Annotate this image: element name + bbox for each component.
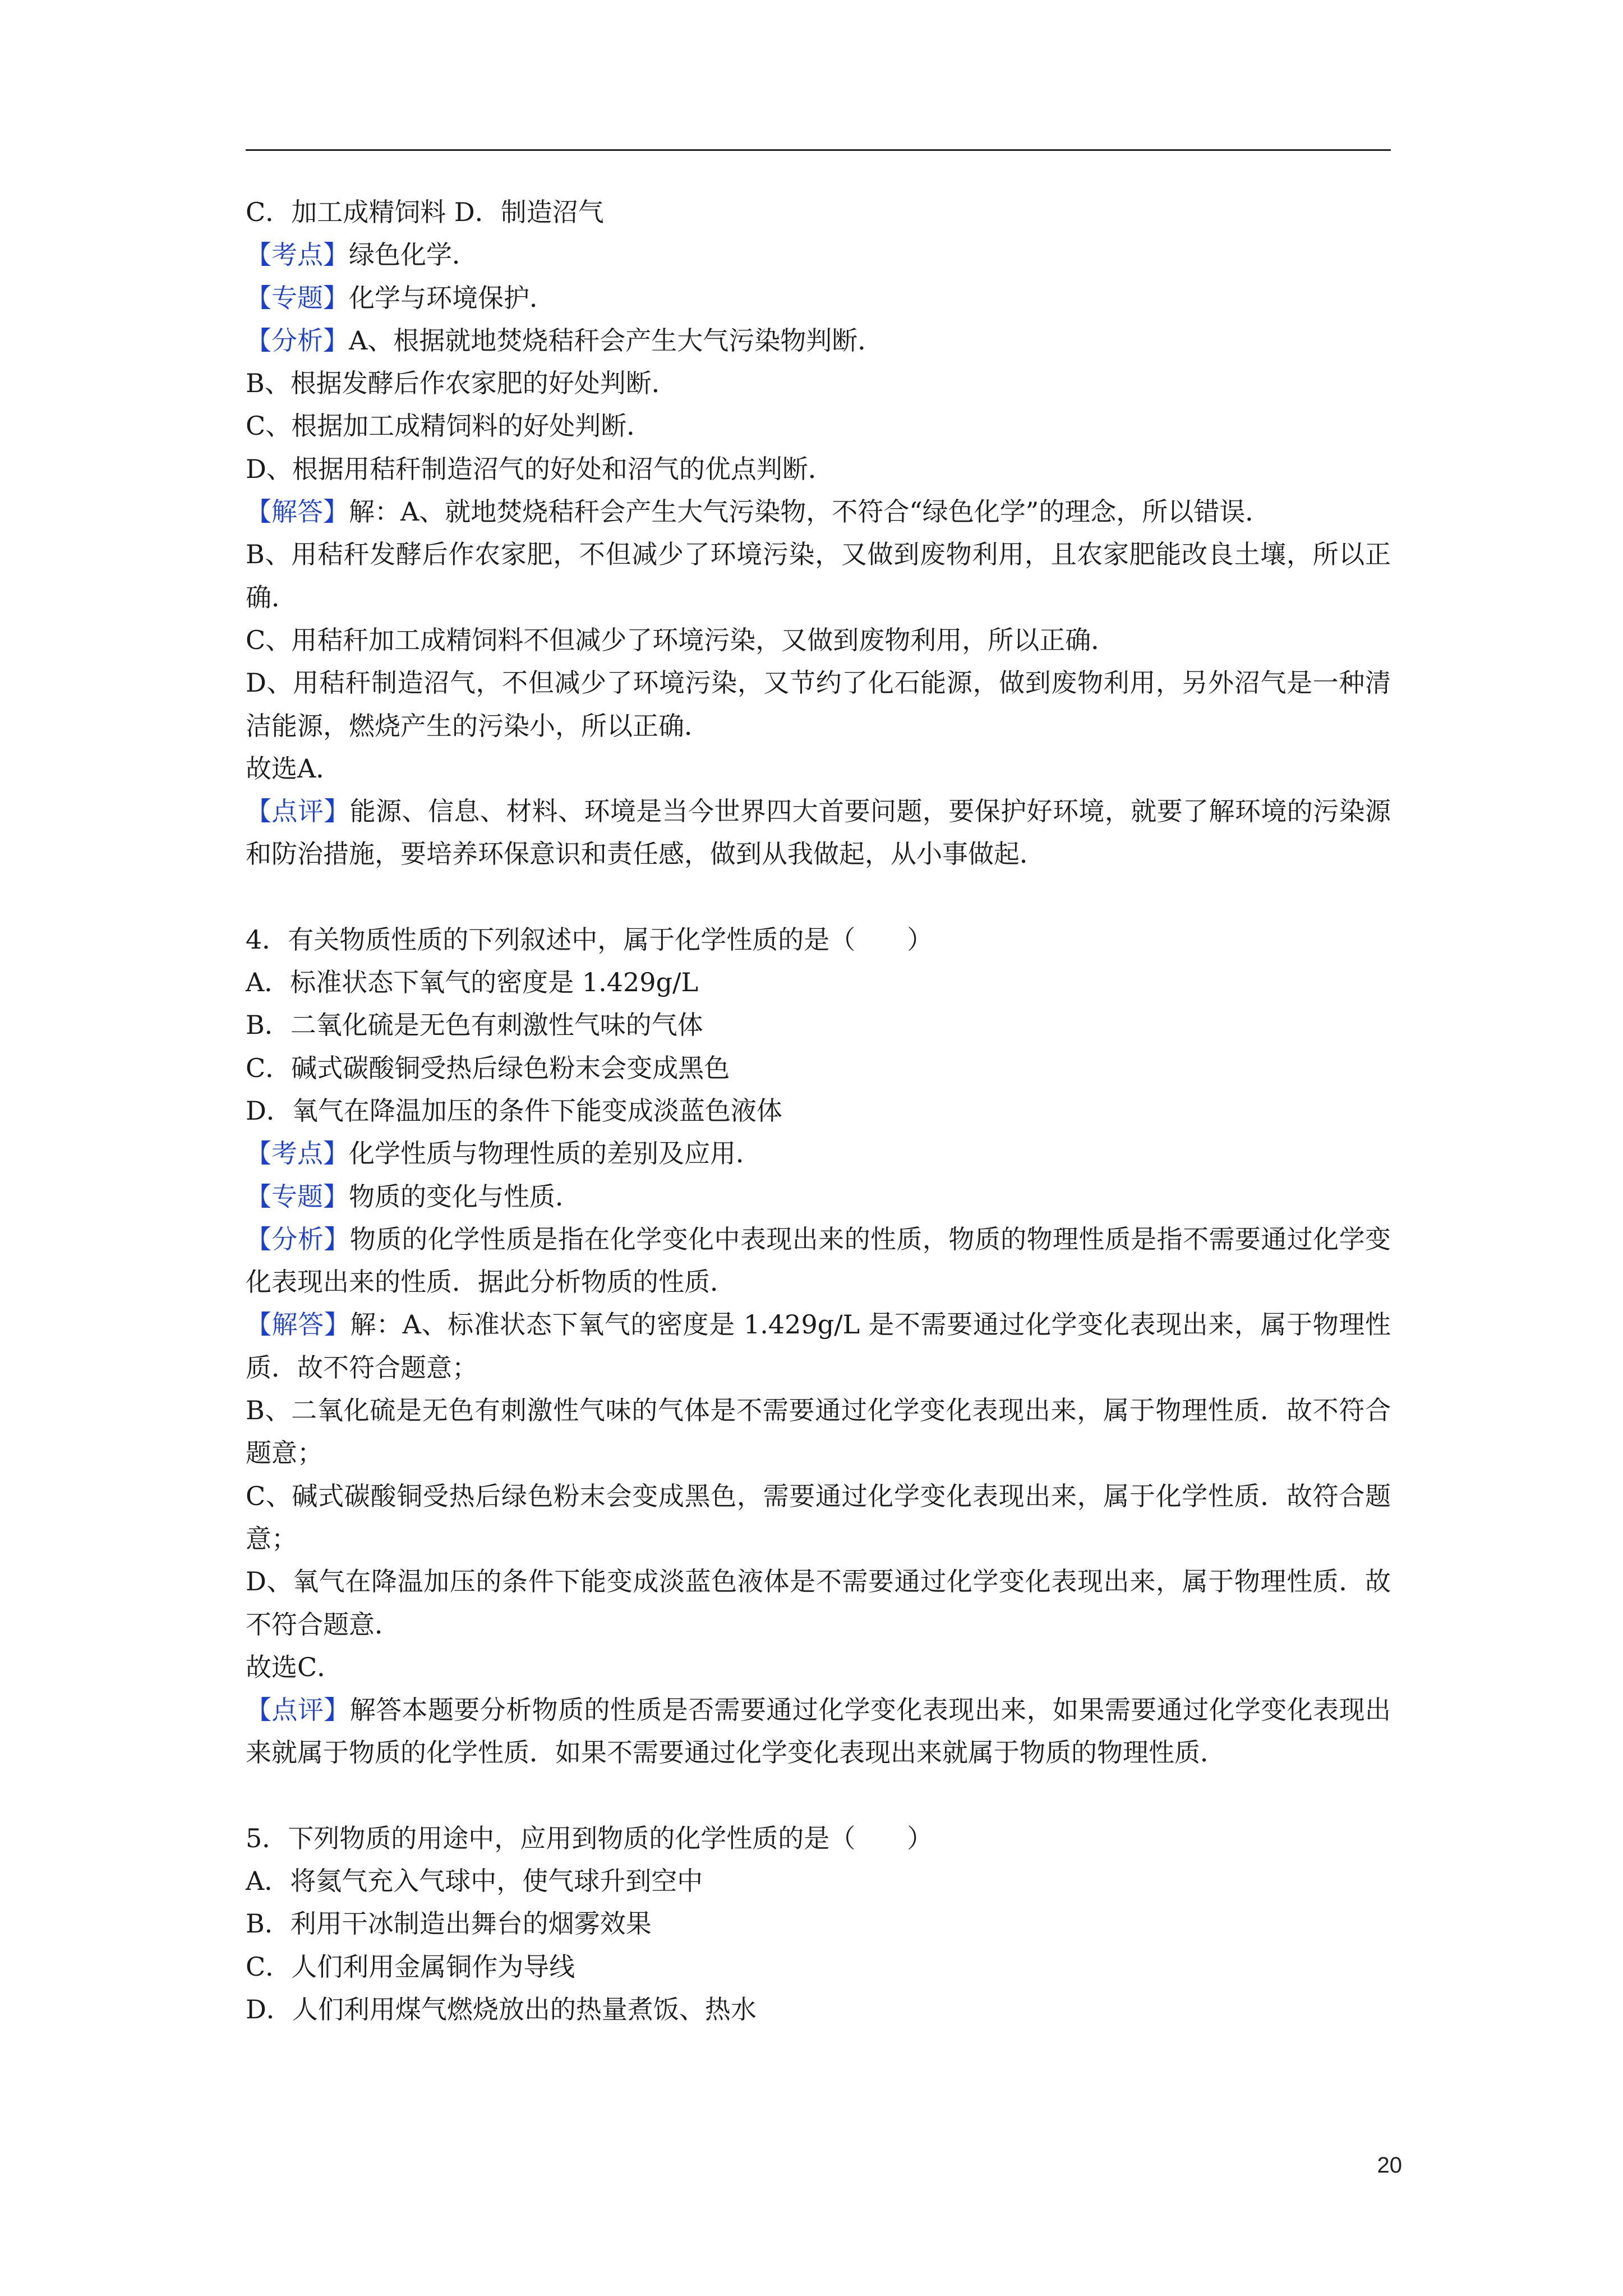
jieda-label: 【解答】 (246, 496, 349, 527)
q3-fenxi-b: B、根据发酵后作农家肥的好处判断． (246, 368, 677, 399)
q3-jieda-a: 解：A、就地焚烧秸秆会产生大气污染物，不符合“绿色化学”的理念，所以错误． (349, 496, 1271, 527)
q4-option-a: A．标准状态下氧气的密度是 1.429g/L (246, 967, 699, 998)
q3-kaodian (246, 233, 1391, 276)
q4-fenxi (246, 1218, 1391, 1304)
q3-kaodian-text: 绿色化学． (349, 240, 478, 270)
q4-option-b: B．二氧化硫是无色有刺激性气味的气体 (246, 1010, 703, 1041)
q5-option-b: B．利用干冰制造出舞台的烟雾效果 (246, 1908, 652, 1939)
q3-dianping (246, 790, 1391, 876)
q3-options-cd: C．加工成精饲料 D．制造沼气 (246, 197, 604, 227)
q4-dianping (246, 1688, 1391, 1774)
q4-option-c: C．碱式碳酸铜受热后绿色粉末会变成黑色 (246, 1052, 730, 1083)
q4-stem: 4．有关物质性质的下列叙述中，属于化学性质的是（ ） (246, 924, 933, 955)
q4-jieda-c: C、碱式碳酸铜受热后绿色粉末会变成黑色，需要通过化学变化表现出来，属于化学性质．故符合题意； (246, 1480, 1391, 1554)
q4-kaodian-text: 化学性质与物理性质的差别及应用． (349, 1138, 762, 1169)
fenxi-label: 【分析】 (246, 1223, 350, 1254)
header-rule (246, 149, 1391, 151)
q4-option-d: D．氧气在降温加压的条件下能变成淡蓝色液体 (246, 1095, 782, 1126)
fenxi-label: 【分析】 (246, 325, 349, 356)
kaodian-label: 【考点】 (246, 1138, 349, 1169)
dianping-label: 【点评】 (246, 1695, 350, 1726)
dianping-label: 【点评】 (246, 796, 350, 827)
q3-fenxi-d: D、根据用秸秆制造沼气的好处和沼气的优点判断． (246, 453, 834, 484)
q3-zhuanti-text: 化学与环境保护． (349, 282, 555, 313)
q3-fenxi-c: C、根据加工成精饲料的好处判断． (246, 411, 653, 441)
q4-jieda (246, 1303, 1391, 1389)
q3-jieda (246, 490, 1391, 533)
zhuanti-label: 【专题】 (246, 282, 349, 313)
q4-jieda-a: 解：A、标准状态下氧气的密度是 1.429g/L 是不需要通过化学变化表现出来，属于物理性质．故不符合题意； (246, 1309, 1391, 1383)
q3-jieda-b: B、用秸秆发酵后作农家肥，不但减少了环境污染，又做到废物利用，且农家肥能改良土壤，所以正确． (246, 539, 1391, 613)
q3-jieda-d: D、用秸秆制造沼气，不但减少了环境污染，又节约了化石能源，做到废物利用，另外沼气是一种清洁能源，燃烧产生的污染小，所以正确． (246, 668, 1391, 741)
q3-answer: 故选A． (246, 753, 342, 784)
q3-fenxi-a: A、根据就地焚烧秸秆会产生大气污染物判断． (349, 325, 884, 356)
q4-fenxi-text: 物质的化学性质是指在化学变化中表现出来的性质，物质的物理性质是指不需要通过化学变化表现出来的性质．据此分析物质的性质． (246, 1223, 1391, 1297)
q4-zhuanti-text: 物质的变化与性质． (349, 1181, 581, 1212)
q5-option-c: C．人们利用金属铜作为导线 (246, 1951, 575, 1982)
zhuanti-label: 【专题】 (246, 1181, 349, 1212)
q4-zhuanti (246, 1175, 1391, 1218)
q5-stem: 5．下列物质的用途中，应用到物质的化学性质的是（ ） (246, 1823, 933, 1853)
q4-jieda-b: B、二氧化硫是无色有刺激性气味的气体是不需要通过化学变化表现出来，属于物理性质．故不符合题意； (246, 1395, 1391, 1469)
q5-option-a: A．将氦气充入气球中，使气球升到空中 (246, 1865, 703, 1896)
q3-zhuanti (246, 277, 1391, 319)
kaodian-label: 【考点】 (246, 240, 349, 270)
q3-fenxi (246, 319, 1391, 362)
q5-option-d: D．人们利用煤气燃烧放出的热量煮饭、热水 (246, 1994, 757, 2024)
q4-kaodian (246, 1132, 1391, 1175)
q4-jieda-d: D、氧气在降温加压的条件下能变成淡蓝色液体是不需要通过化学变化表现出来，属于物理性质．故不符合题意． (246, 1566, 1391, 1640)
page-number: 20 (1377, 2153, 1402, 2178)
q4-dianping-text: 解答本题要分析物质的性质是否需要通过化学变化表现出来，如果需要通过化学变化表现出来就属于物质的化学性质．如果不需要通过化学变化表现出来就属于物质的物理性质． (246, 1695, 1391, 1768)
q3-dianping-text: 能源、信息、材料、环境是当今世界四大首要问题，要保护好环境，就要了解环境的污染源和防治措施，要培养环保意识和责任感，做到从我做起，从小事做起． (246, 796, 1391, 869)
page-content (246, 191, 1391, 2031)
q3-jieda-c: C、用秸秆加工成精饲料不但减少了环境污染，又做到废物利用，所以正确． (246, 624, 1117, 655)
q4-answer: 故选C． (246, 1651, 343, 1682)
jieda-label: 【解答】 (246, 1309, 351, 1340)
